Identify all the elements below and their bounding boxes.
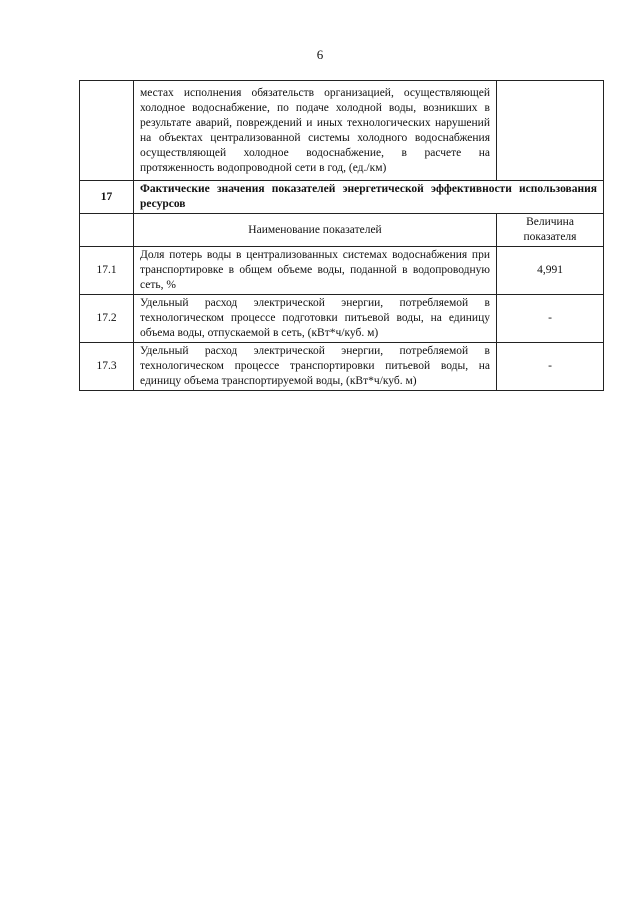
indicator-value: 4,991 <box>497 247 604 295</box>
indicator-value: - <box>497 343 604 391</box>
table-row <box>80 295 604 343</box>
row-number-cell <box>80 81 134 181</box>
row-number: 17.3 <box>80 343 134 391</box>
page-number: 6 <box>316 47 324 62</box>
indicator-text: местах исполнения обязательств организацией, осуществляющей холодное водоснабжение, по подаче холодной воды, возникших в результате аварий, повреждений и иных технологических нарушений на объектах централизованной системы холодного водоснабжения осуществляющей холодное водоснабжение, в расчете на протяженность водопроводной сети в год, (ед./км) <box>134 81 497 181</box>
table-row <box>80 343 604 391</box>
header-number-cell <box>80 214 134 247</box>
indicator-text: Удельный расход электрической энергии, потребляемой в технологическом процессе транспортировки питьевой воды, на единицу объема транспортируемой воды, (кВт*ч/куб. м) <box>134 343 497 391</box>
section-title: Фактические значения показателей энергетической эффективности использования ресурсов <box>134 181 604 214</box>
value-cell <box>497 81 604 181</box>
row-number: 17.2 <box>80 295 134 343</box>
indicator-text: Доля потерь воды в централизованных системах водоснабжения при транспортировке в общем объеме воды, поданной в водопроводную сеть, % <box>134 247 497 295</box>
row-number: 17.1 <box>80 247 134 295</box>
indicator-text: Удельный расход электрической энергии, потребляемой в технологическом процессе подготовки питьевой воды, на единицу объема воды, отпускаемой в сеть, (кВт*ч/куб. м) <box>134 295 497 343</box>
header-row <box>80 214 604 247</box>
table-row <box>80 247 604 295</box>
section-number: 17 <box>80 181 134 214</box>
header-name: Наименование показателей <box>134 214 497 247</box>
table-row-continued <box>80 81 604 181</box>
section-row <box>80 181 604 214</box>
indicator-value: - <box>497 295 604 343</box>
header-value: Величина показателя <box>497 214 604 247</box>
indicators-table <box>79 80 604 391</box>
